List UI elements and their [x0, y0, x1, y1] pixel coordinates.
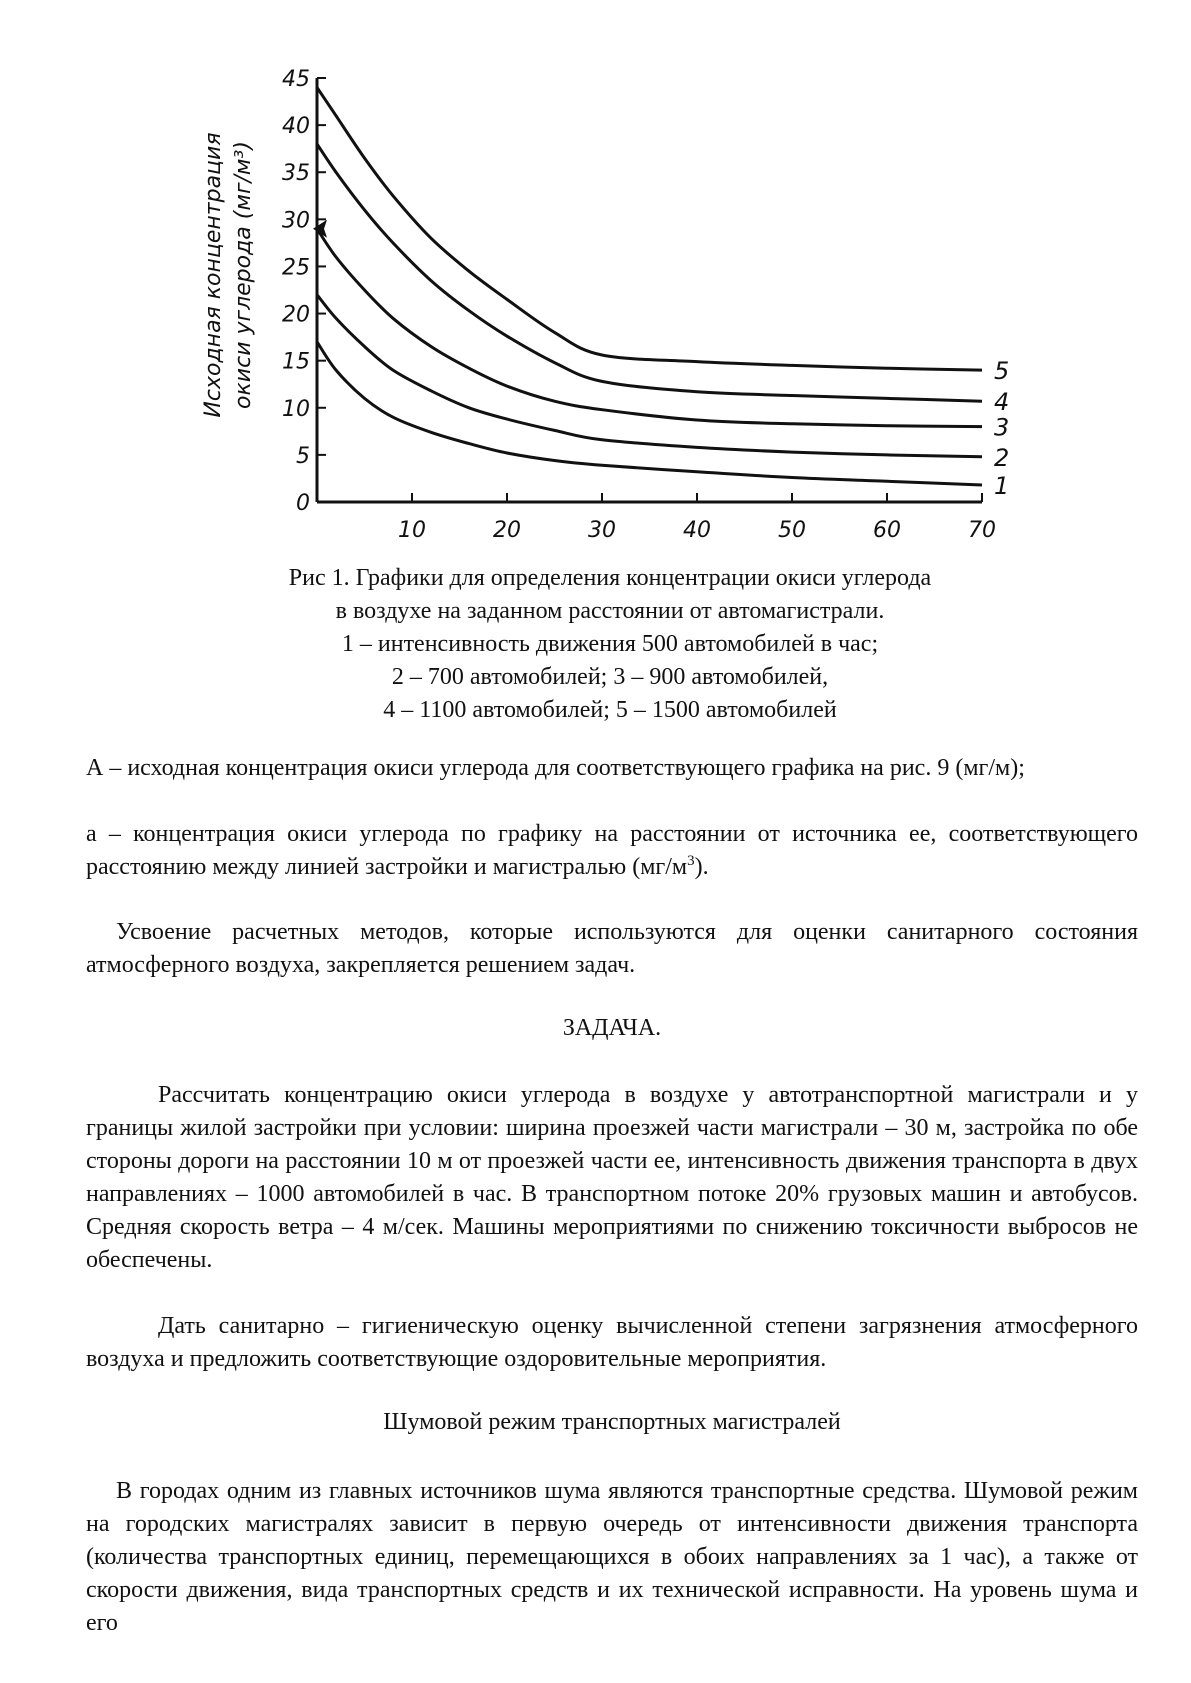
y-tick-label: 30: [282, 208, 310, 234]
paragraph-methods: Усвоение расчетных методов, которые используются для оценки санитарного состояния атмосферного воздуха, закрепляется решением задач.: [86, 919, 1138, 978]
y-tick-label: 15: [282, 349, 310, 375]
definition-lower-a-end: ).: [694, 854, 709, 880]
x-tick-label: 30: [588, 518, 616, 543]
y-axis-label-line2: окиси углерода (мг/м³): [231, 141, 256, 409]
figure-caption: [160, 562, 1060, 727]
y-tick-label: 10: [282, 396, 310, 422]
y-tick-label: 5: [296, 443, 310, 469]
y-tick-label: 45: [282, 67, 310, 92]
x-tick-label: 10: [398, 518, 426, 543]
y-axis-label-line1: Исходная концентрация: [201, 132, 226, 418]
section-heading: Шумовой режим транспортных магистралей: [383, 1409, 841, 1435]
y-tick-label: 0: [296, 491, 310, 516]
noise-paragraph: В городах одним из главных источников шума являются транспортные средства. Шумовой режим на городских магистралях зависит в первую очередь от интенсивности движения транспорта (количества транспортных единиц, перемещающихся в обоих направлениях за 1 час), а также от скорости движения, вида транспортных средств и их технической исправности. На уровень шума и его: [86, 1478, 1138, 1636]
caption-line-2: в воздухе на заданном расстоянии от автомагистрали.: [335, 598, 885, 624]
chart-svg: [200, 60, 1010, 550]
x-tick-label: 60: [873, 518, 901, 543]
y-tick-label: 40: [282, 114, 310, 140]
y-axis-label: [201, 132, 256, 417]
caption-line-3: 1 – интенсивность движения 500 автомобилей в час;: [341, 631, 879, 657]
series-line-2: [317, 295, 982, 457]
x-tick-label: 70: [968, 518, 996, 543]
chart-series-labels: [994, 357, 1009, 500]
chart-axes: [317, 78, 982, 502]
x-tick-label: 50: [778, 518, 806, 543]
task-heading: ЗАДАЧА.: [562, 1015, 662, 1041]
definition-lower-a: [86, 818, 1138, 884]
y-tick-label: 20: [282, 302, 310, 328]
series-label-4: 4: [994, 388, 1010, 417]
definition-lower-a-sup: 3: [687, 853, 695, 869]
x-tick-label: 40: [683, 518, 711, 543]
caption-line-4: 2 – 700 автомобилей; 3 – 900 автомобилей,: [391, 664, 829, 690]
co-concentration-chart: [200, 60, 1010, 550]
series-line-4: [317, 144, 982, 401]
task-text-2: Дать санитарно – гигиеническую оценку вычисленной степени загрязнения атмосферного воздуха и предложить соответствующие оздоровительные мероприятия.: [86, 1313, 1138, 1372]
series-line-1: [317, 342, 982, 485]
caption-line-5: 4 – 1100 автомобилей; 5 – 1500 автомобилей: [383, 697, 837, 723]
series-label-3: 3: [994, 413, 1010, 442]
series-label-1: 1: [994, 472, 1010, 501]
y-tick-label: 35: [282, 161, 310, 187]
definition-upper-a: А – исходная концентрация окиси углерода для соответствующего графика на рис. 9 (мг/м);: [86, 755, 1025, 781]
caption-line-1: Рис 1. Графики для определения концентрации окиси углерода: [288, 565, 932, 591]
task-text: Рассчитать концентрацию окиси углерода в воздухе у автотранспортной магистрали и у границы жилой застройки при условии: ширина проезжей части магистрали – 30 м, застройка по обе стороны дороги на расстоянии 10 м от проезжей части ее, интенсивность движения транспорта в двух направлениях – 1000 автомобилей в час. В транспортном потоке 20% грузовых машин и автобусов. Средняя скорость ветра – 4 м/сек. Машины мероприятиями по снижению токсичности выбросов не обеспечены.: [86, 1082, 1138, 1273]
y-tick-label: 25: [282, 255, 310, 281]
chart-ticks: [282, 67, 996, 543]
series-label-2: 2: [994, 443, 1010, 472]
series-line-5: [317, 87, 982, 370]
series-label-5: 5: [994, 357, 1010, 386]
chart-curves: [313, 87, 982, 485]
x-tick-label: 20: [493, 518, 521, 543]
definition-lower-a-text: а – концентрация окиси углерода по графику на расстоянии от источника ее, соответствующего расстоянию между линией застройки и магистралью (мг/м: [86, 821, 1138, 880]
